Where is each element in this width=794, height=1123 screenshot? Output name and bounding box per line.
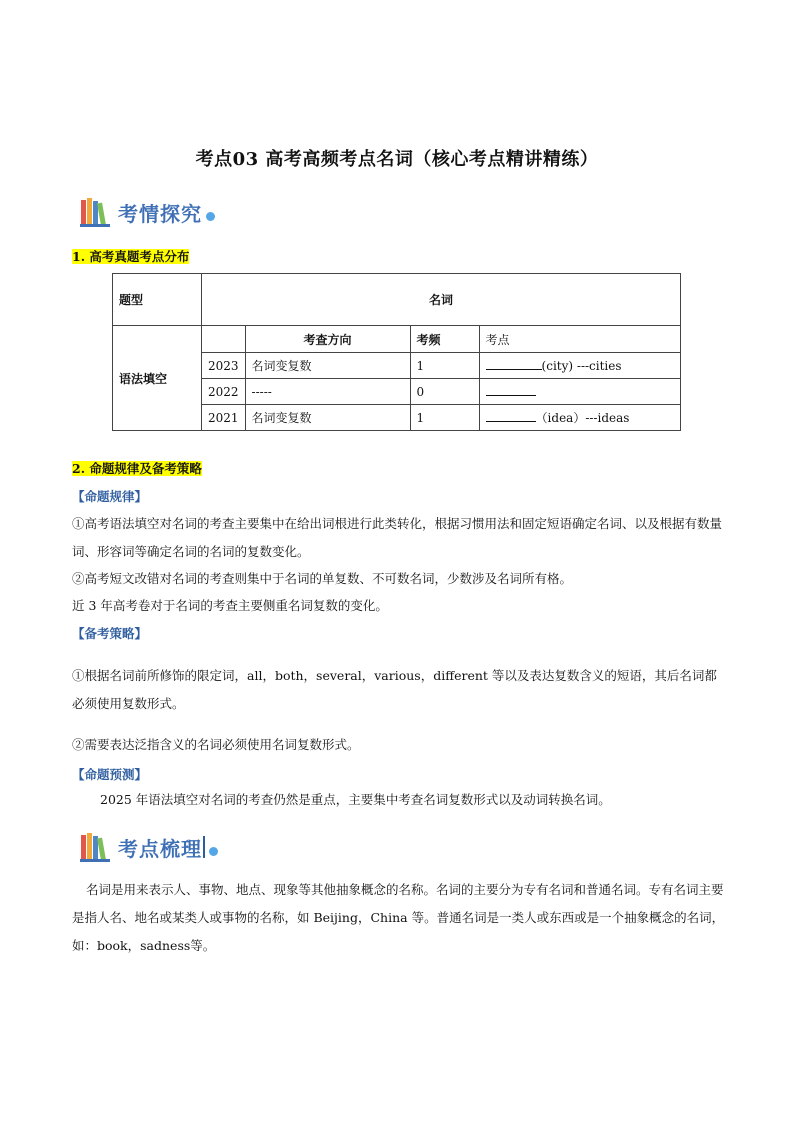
section-banner-exam-analysis [80, 197, 215, 227]
section-heading-text: 2. 命题规律及备考策略 [72, 461, 202, 476]
cell-point-text: （idea）---ideas [535, 411, 630, 425]
banner-dot [209, 847, 218, 856]
cell-direction: 名词变复数 [245, 405, 410, 431]
rule-paragraph-1: ①高考语法填空对名词的考查主要集中在给出词根进行此类转化，根据习惯用法和固定短语确定名词、以及根据有数量词、形容词等确定名词的名词的复数变化。 [72, 516, 723, 559]
books-icon [80, 197, 114, 227]
cell-year: 2022 [202, 379, 246, 405]
strategy-title: 【备考策略】 [72, 626, 148, 641]
cell-frequency: 0 [410, 379, 479, 405]
answer-blank [486, 358, 542, 370]
header-frequency: 考频 [410, 326, 479, 353]
intro-paragraph: 名词是用来表示人、事物、地点、现象等其他抽象概念的名称。名词的主要分为专有名词和普通名词。专有名词主要是指人名、地名或某类人或事物的名称，如 Beijing，China 等。普通名词是一类人或东西或是一个抽象概念的名词，如：book，sadness等。 [72, 882, 725, 953]
header-type: 题型 [113, 274, 202, 326]
page-title: 考点03 高考高频考点名词（核心考点精讲精练） [195, 149, 599, 170]
rule-paragraph-3: 近 3 年高考卷对于名词的考查主要侧重名词复数的变化。 [72, 598, 388, 613]
cell-point [479, 353, 680, 379]
cell-point-text: (city) ---cities [541, 359, 622, 373]
section-banner-summary [80, 832, 218, 862]
answer-blank [486, 410, 536, 422]
cell-year: 2023 [202, 353, 246, 379]
header-point: 考点 [479, 326, 680, 353]
banner-label: 考情探究 [118, 201, 202, 226]
prediction-title: 【命题预测】 [72, 767, 148, 782]
rule-title: 【命题规律】 [72, 489, 148, 504]
rule-paragraph-2: ②高考短文改错对名词的考查则集中于名词的单复数、不可数名词，少数涉及名词所有格。 [72, 571, 573, 586]
section-heading-rules [72, 459, 202, 477]
strategy-paragraph-1: ①根据名词前所修饰的限定词，all，both，several，various，different 等以及表达复数含义的短语，其后名词都必须使用复数形式。 [72, 668, 717, 711]
cell-point [479, 379, 680, 405]
cell-frequency: 1 [410, 353, 479, 379]
header-year-blank [202, 326, 246, 353]
prediction-paragraph: 2025 年语法填空对名词的考查仍然是重点，主要集中考查名词复数形式以及动词转换名词。 [100, 792, 611, 807]
header-direction: 考查方向 [245, 326, 410, 353]
answer-blank [486, 384, 536, 396]
section-heading-distribution [72, 247, 189, 265]
exam-distribution-table [112, 273, 681, 431]
cell-year: 2021 [202, 405, 246, 431]
row-type-grammar-fill: 语法填空 [113, 326, 202, 431]
books-icon [80, 832, 114, 862]
banner-dot [206, 212, 215, 221]
banner-label: 考点梳理 [118, 836, 202, 861]
text-cursor [203, 836, 205, 858]
strategy-paragraph-2: ②需要表达泛指含义的名词必须使用名词复数形式。 [72, 737, 360, 752]
cell-direction: 名词变复数 [245, 353, 410, 379]
cell-direction: ----- [245, 379, 410, 405]
cell-frequency: 1 [410, 405, 479, 431]
cell-point [479, 405, 680, 431]
header-noun: 名词 [202, 274, 681, 326]
section-heading-text: 1. 高考真题考点分布 [72, 249, 190, 264]
